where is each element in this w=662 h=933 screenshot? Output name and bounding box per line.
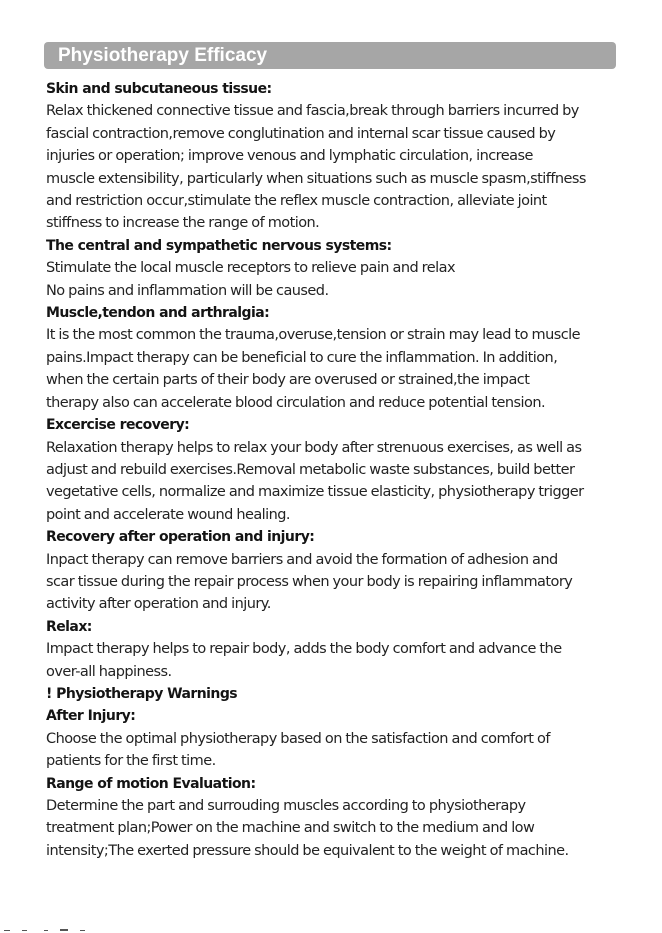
body-text-line: Inpact therapy can remove barriers and avoid the formation of adhesion and [46, 551, 558, 568]
body-text-line: patients for the first time. [46, 753, 216, 770]
body-text-line: stiffness to increase the range of motion. [46, 215, 320, 232]
body-text-line: fascial contraction,remove conglutination and internal scar tissue caused by [46, 125, 556, 142]
section [46, 414, 621, 526]
body-text-line: It is the most common the trauma,overuse,tension or strain may lead to muscle [46, 327, 580, 344]
section-title-bar [44, 42, 616, 69]
body-text-line: Relax thickened connective tissue and fascia,break through barriers incurred by [46, 103, 579, 120]
body-text-line: injuries or operation; improve venous and lymphatic circulation, increase [46, 148, 533, 165]
section-heading: ! Physiotherapy Warnings [46, 685, 238, 702]
body-text-line: over-all happiness. [46, 663, 172, 680]
section [46, 526, 621, 616]
page-edge-marks [0, 926, 100, 933]
body-text-line: pains.Impact therapy can be beneficial to cure the inflammation. In addition, [46, 349, 558, 366]
section-heading: Skin and subcutaneous tissue: [46, 81, 272, 97]
section-heading: Excercise recovery: [46, 417, 190, 434]
body-text-line: Impact therapy helps to repair body, adds the body comfort and advance the [46, 641, 562, 658]
section-heading: Range of motion Evaluation: [46, 775, 256, 792]
section [46, 705, 621, 772]
page-title: Physiotherapy Efficacy [58, 45, 268, 66]
body-text-line: when the certain parts of their body are overused or strained,the impact [46, 372, 530, 389]
body-text-line: No pains and inflammation will be caused. [46, 282, 329, 299]
body-text-line: Determine the part and surrouding muscles according to physiotherapy [46, 798, 526, 814]
body-text-line: treatment plan;Power on the machine and switch to the medium and low [46, 820, 535, 837]
body-text-line: Stimulate the local muscle receptors to relieve pain and relax [46, 260, 455, 277]
section [46, 683, 621, 705]
body-text-line: and restriction occur,stimulate the reflex muscle contraction, alleviate joint [46, 193, 547, 210]
body-text-line: intensity;The exerted pressure should be equivalent to the weight of machine. [46, 842, 569, 859]
section [46, 302, 621, 414]
section-heading: The central and sympathetic nervous systems: [46, 237, 392, 254]
body-text-line: muscle extensibility, particularly when situations such as muscle spasm,stiffness [46, 170, 586, 187]
section [46, 78, 621, 235]
body-text-line: Relaxation therapy helps to relax your body after strenuous exercises, as well as [46, 439, 582, 456]
section-heading: Relax: [46, 618, 92, 635]
body-text-line: activity after operation and injury. [46, 596, 271, 613]
section [46, 235, 621, 302]
body-text-line: adjust and rebuild exercises.Removal metabolic waste substances, build better [46, 461, 575, 478]
section-heading: Recovery after operation and injury: [46, 529, 315, 546]
section-heading: Muscle,tendon and arthralgia: [46, 305, 270, 322]
body-text-line: vegetative cells, normalize and maximize tissue elasticity, physiotherapy trigger [46, 484, 584, 501]
body-text-line: point and accelerate wound healing. [46, 506, 290, 523]
body-text-line: therapy also can accelerate blood circulation and reduce potential tension. [46, 394, 546, 411]
body-text-line: scar tissue during the repair process when your body is repairing inflammatory [46, 573, 573, 590]
section [46, 773, 621, 863]
document-body [46, 78, 621, 862]
section [46, 616, 621, 683]
body-text-line: Choose the optimal physiotherapy based on the satisfaction and comfort of [46, 730, 550, 747]
section-heading: After Injury: [46, 708, 136, 725]
